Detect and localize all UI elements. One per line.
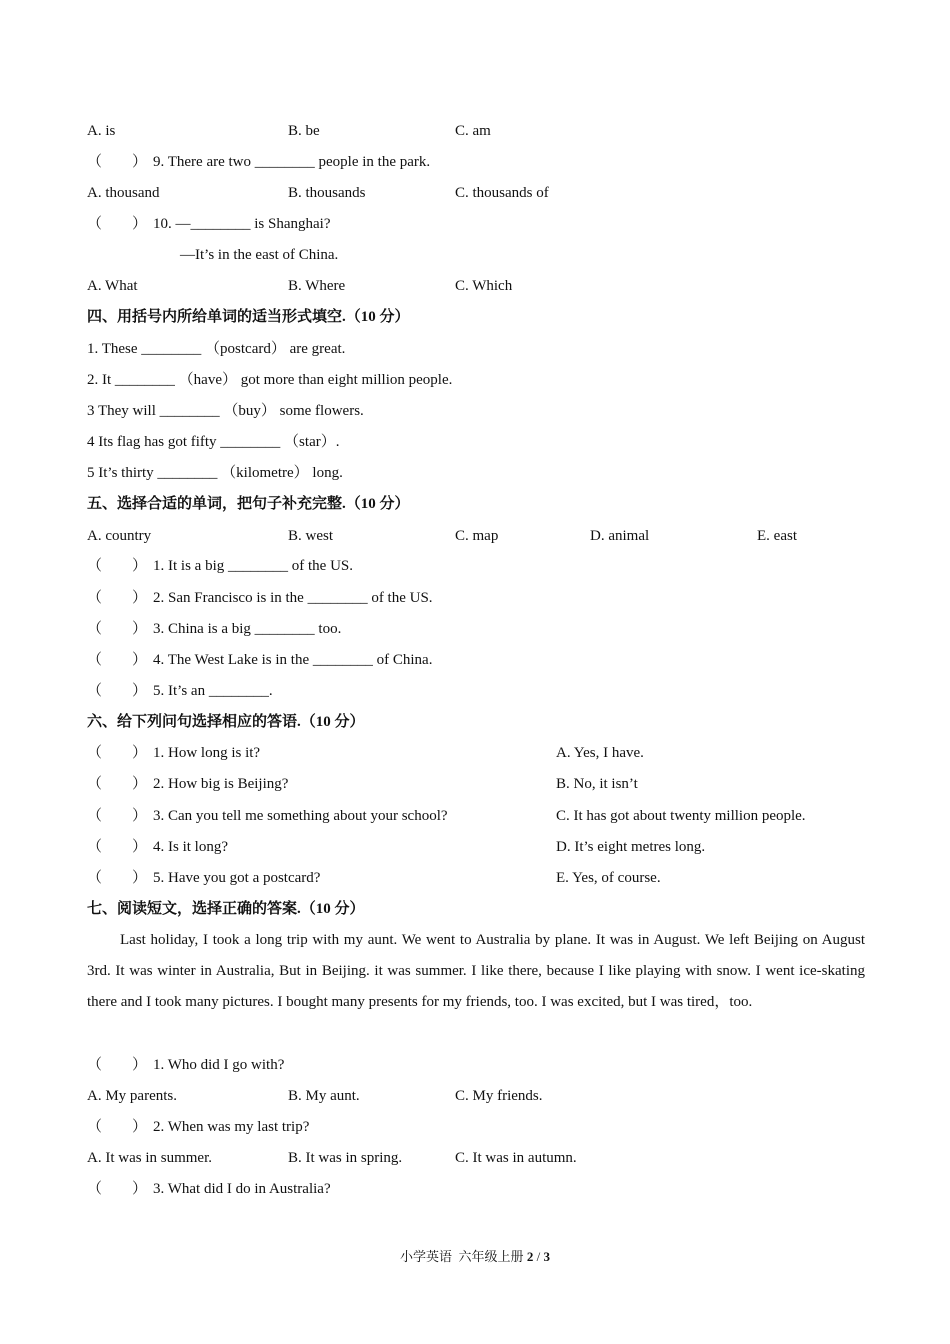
section5-heading: 五、选择合适的单词，把句子补充完整.（10 分） xyxy=(87,496,410,512)
answer-paren: （ ） xyxy=(87,1119,148,1135)
q10-text: 10. —________ is Shanghai? xyxy=(153,216,331,232)
section4-item: 2. It ________ （have） got more than eight million people. xyxy=(87,372,453,388)
section5-option-a: A. country xyxy=(87,528,152,544)
section7-q1: 1. Who did I go with? xyxy=(153,1057,285,1073)
section5-item: 1. It is a big ________ of the US. xyxy=(153,558,353,574)
answer-paren: （ ） xyxy=(87,839,148,855)
section6-heading: 六、给下列问句选择相应的答语.（10 分） xyxy=(87,714,365,730)
section6-answer: E. Yes, of course. xyxy=(556,870,661,886)
section5-item: 5. It’s an ________. xyxy=(153,683,273,699)
section4-item: 5 It’s thirty ________ （kilometre） long. xyxy=(87,465,343,481)
q10-option-a: A. What xyxy=(87,278,138,294)
page-separator: / xyxy=(533,1249,544,1264)
section4-heading: 四、用括号内所给单词的适当形式填空.（10 分） xyxy=(87,309,410,325)
answer-paren: （ ） xyxy=(87,808,148,824)
answer-paren: （ ） xyxy=(87,590,148,606)
section6-answer: C. It has got about twenty million people. xyxy=(556,808,806,824)
section6-question: 5. Have you got a postcard? xyxy=(153,870,321,886)
answer-paren: （ ） xyxy=(87,1057,148,1073)
answer-paren: （ ） xyxy=(87,683,148,699)
answer-paren: （ ） xyxy=(87,558,148,574)
section6-question: 1. How long is it? xyxy=(153,745,261,761)
q10-option-b: B. Where xyxy=(288,278,346,294)
section5-option-b: B. west xyxy=(288,528,333,544)
section4-item: 1. These ________ （postcard） are great. xyxy=(87,341,346,357)
section6-answer: A. Yes, I have. xyxy=(556,745,644,761)
answer-paren: （ ） xyxy=(87,621,148,637)
section7-q3: 3. What did I do in Australia? xyxy=(153,1181,331,1197)
answer-paren: （ ） xyxy=(87,652,148,668)
section5-option-c: C. map xyxy=(455,528,499,544)
q8-option-b: B. be xyxy=(288,123,320,139)
q9-option-b: B. thousands xyxy=(288,185,366,201)
section5-option-d: D. animal xyxy=(590,528,650,544)
q9-option-a: A. thousand xyxy=(87,185,160,201)
section4-item: 3 They will ________ （buy） some flowers. xyxy=(87,403,364,419)
section5-option-e: E. east xyxy=(757,528,797,544)
section6-question: 3. Can you tell me something about your school? xyxy=(153,808,448,824)
section6-question: 4. Is it long? xyxy=(153,839,228,855)
section6-question: 2. How big is Beijing? xyxy=(153,776,289,792)
section5-item: 2. San Francisco is in the ________ of the US. xyxy=(153,590,433,606)
section6-answer: B. No, it isn’t xyxy=(556,776,638,792)
answer-paren: （ ） xyxy=(87,776,148,792)
answer-paren: （ ） xyxy=(87,870,148,886)
page-number: 2 xyxy=(526,1249,534,1264)
section7-q1-option-b: B. My aunt. xyxy=(288,1088,360,1104)
q9-text: 9. There are two ________ people in the park. xyxy=(153,154,431,170)
section7-q2: 2. When was my last trip? xyxy=(153,1119,310,1135)
answer-paren: （ ） xyxy=(87,154,148,170)
section7-heading: 七、阅读短文，选择正确的答案.（10 分） xyxy=(87,901,365,917)
footer-title: 小学英语 六年级上册 xyxy=(400,1249,527,1264)
q10-answer-line: —It’s in the east of China. xyxy=(180,247,339,263)
page-total: 3 xyxy=(543,1249,550,1264)
q10-option-c: C. Which xyxy=(455,278,513,294)
section5-item: 4. The West Lake is in the ________ of China. xyxy=(153,652,433,668)
section6-answer: D. It’s eight metres long. xyxy=(556,839,706,855)
section7-q1-option-c: C. My friends. xyxy=(455,1088,543,1104)
answer-paren: （ ） xyxy=(87,216,148,232)
reading-passage: Last holiday, I took a long trip with my aunt. We went to Australia by plane. It was in August. We left Beijing on August 3rd. It was winter in Australia, But in Beijing. it was summer. I like there, because I like playing with snow. I went ice-skating there and I took many pictures. I bought many presents for my friends, too. I was excited, but I was tired，too. xyxy=(87,932,865,1010)
section7-q2-option-a: A. It was in summer. xyxy=(87,1150,212,1166)
q8-option-a: A. is xyxy=(87,123,116,139)
q8-option-c: C. am xyxy=(455,123,491,139)
q9-option-c: C. thousands of xyxy=(455,185,549,201)
section7-q2-option-b: B. It was in spring. xyxy=(288,1150,403,1166)
answer-paren: （ ） xyxy=(87,1181,148,1197)
page-footer xyxy=(0,1246,950,1265)
section7-q2-option-c: C. It was in autumn. xyxy=(455,1150,577,1166)
answer-paren: （ ） xyxy=(87,745,148,761)
section4-item: 4 Its flag has got fifty ________ （star）. xyxy=(87,434,340,450)
section5-item: 3. China is a big ________ too. xyxy=(153,621,342,637)
section7-q1-option-a: A. My parents. xyxy=(87,1088,177,1104)
